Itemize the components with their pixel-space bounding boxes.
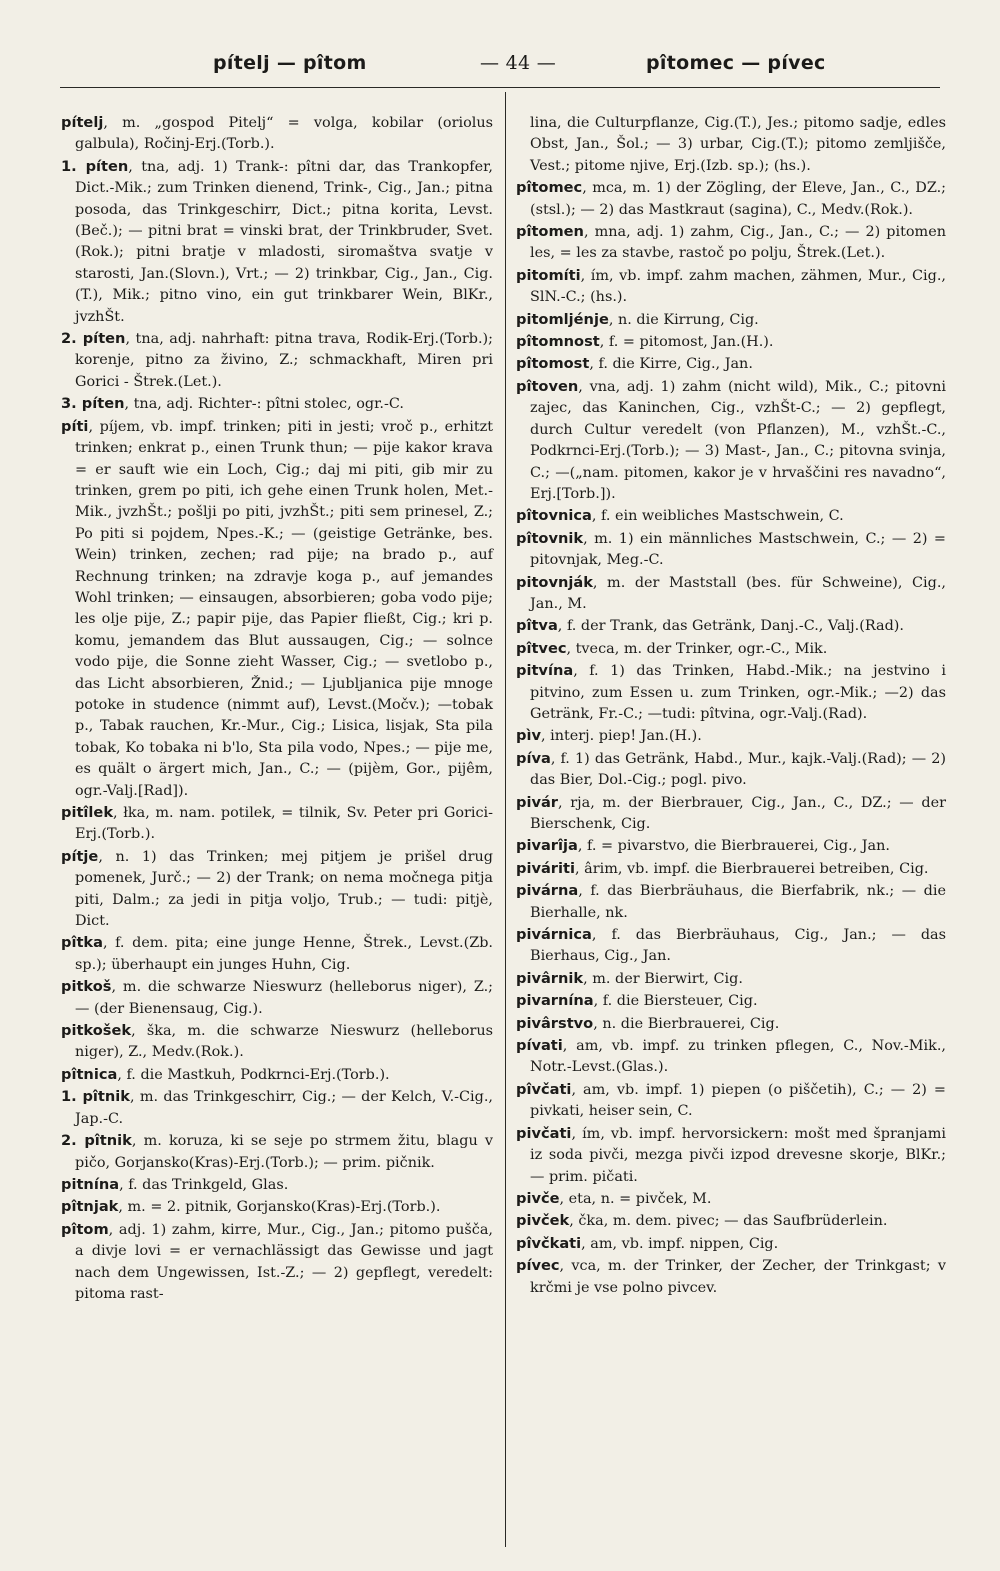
entry-headword: pîtomen	[516, 223, 584, 241]
entry-definition: , am, vb. impf. nippen, Cig.	[581, 1235, 779, 1252]
entry-definition: lina, die Culturpflanze, Cig.(T.), Jes.; pitomo sadje, edles Obst, Jan., Šol.; — 3) urbar, Cig.(T.); pitomo zemljišče, Vest.; pitome njive, Erj.(Izb. sp.); (hs.).	[530, 115, 946, 174]
entry-headword: 1. píten	[61, 157, 129, 175]
entry-definition: , eta, n. = pivček, M.	[559, 1190, 712, 1207]
dictionary-entry	[516, 221, 946, 265]
entry-definition: , vna, adj. 1) zahm (nicht wild), Mik., C.; pitovni zajec, das Kaninchen, Cig., vzhŠt-C.; — 2) gepflegt, durch Cultur veredelt (von Pflanzen), M., vzhŠt.-C., Podkrnci-Erj.(Torb.); — 3) Mast-, Jan., C.; pitovna svinja, C.; —(„nam. pitomen, kakor je v hrvaščini res navadno“, Erj.[Torb.]).	[530, 378, 946, 502]
entry-definition: , rja, m. der Bierbrauer, Cig., Jan., C., DZ.; — der Bierschenk, Cig.	[530, 794, 946, 832]
entry-headword: pítje	[61, 847, 99, 865]
entry-headword: pitomljénje	[516, 310, 609, 328]
entry-headword: pívec	[516, 1257, 560, 1275]
entry-definition: , f. das Bierbräuhaus, die Bierfabrik, nk.; — die Bierhalle, nk.	[530, 883, 946, 921]
dictionary-entry	[516, 835, 946, 857]
entry-definition: , adj. 1) zahm, kirre, Mur., Cig., Jan.; pitomo pušča, a divje lovi = er vernachlässigt das Gewisse und jagt nach dem Ungewissen, Ist.-Z.; — 2) gepflegt, veredelt: pitoma rast-	[75, 1221, 493, 1302]
entry-headword: pivárnica	[516, 926, 592, 944]
entry-headword: pivarîja	[516, 837, 578, 855]
entry-definition: , m. = 2. pitnik, Gorjansko(Kras)-Erj.(Torb.).	[118, 1199, 441, 1216]
dictionary-entry	[516, 1255, 946, 1299]
dictionary-entry	[61, 1130, 493, 1174]
entry-headword: pitnína	[61, 1175, 120, 1193]
entry-headword: pîtoven	[516, 377, 579, 395]
entry-headword: píti	[61, 417, 89, 435]
entry-headword: pivarnína	[516, 992, 594, 1010]
entry-definition: , f. das Trinkgeld, Glas.	[119, 1176, 289, 1193]
entry-definition: , f. die Biersteuer, Cig.	[593, 993, 758, 1010]
entry-definition: , tveca, m. der Trinker, ogr.-C., Mik.	[566, 640, 828, 657]
entry-definition: , píjem, vb. impf. trinken; piti in jesti; vroč p., erhitzt trinken; enkrat p., einen Trunk thun; — pije kakor krava = er sauft wie ein Loch, Cig.; daj mi piti, gib mir zu trinken, grem po piti, ich gehe einen Trunk holen, Met.-Mik., jvzhŠt.; pošlji po piti, jvzhŠt.; piti sem prinesel, Z.; Po piti si pojdem, Npes.-K.; — (geistige Getränke, bes. Wein) trinken, zechen; rad pije; na brado p., auf Rechnung trinken; na zdravje koga p., auf jemandes Wohl trinken; — einsaugen, absorbieren; goba vodo pije; les olje pije, Z.; papir pije, das Papier fließt, Cig.; kri p. komu, jemandem das Blut aussaugen, Cig.; — solnce vodo pije, die Sonne zieht Wasser, Cig.; — svetlobo p., das Licht absorbieren, Žnid.; — Ljubljanica pije mnoge potoke in studence (nimmt auf), Levst.(Močv.); —tobak p., Tabak rauchen, Kr.-Mur., Cig.; Lisica, lisjak, Sta pila tobak, Ko tobaka ni b'lo, Sta pila vodo, Npes.; — pije me, es quält o ärgert mich, Jan., C.; — (pijèm, Gor., pijêm, ogr.-Valj.[Rad]).	[75, 418, 493, 799]
page-header	[60, 52, 940, 82]
entry-headword: pîtom	[61, 1220, 109, 1238]
entry-definition: , f. die Mastkuh, Podkrnci-Erj.(Torb.).	[117, 1066, 390, 1083]
dictionary-entry	[61, 846, 493, 933]
entry-headword: pitvína	[516, 662, 574, 680]
entry-headword: pîtnjak	[61, 1198, 119, 1216]
entry-definition: , vca, m. der Trinker, der Zecher, der Trinkgast; v krčmi je vse polno pivcev.	[530, 1258, 946, 1296]
entry-headword: pîtomnost	[516, 333, 600, 351]
entry-definition: , ška, m. die schwarze Nieswurz (helleborus niger), Z., Medv.(Rok.).	[75, 1023, 493, 1061]
entry-definition: , ím, vb. impf. zahm machen, zähmen, Mur., Cig., SlN.-C.; (hs.).	[530, 267, 946, 306]
header-rule	[60, 87, 940, 88]
entry-definition: , f. 1) das Trinken, Habd.-Mik.; na jestvino i pitvino, zum Essen u. zum Trinken, ogr.-Mik.; —2) das Getränk, Fr.-C.; —tudi: pîtvina, ogr.-Valj.(Rad).	[530, 663, 946, 722]
entry-definition: , m. 1) ein männliches Mastschwein, C.; — 2) = pitovnjak, Meg.-C.	[530, 530, 946, 569]
dictionary-entry	[61, 1020, 493, 1064]
entry-headword: pivârnik	[516, 969, 584, 987]
dictionary-entry	[61, 802, 493, 846]
entry-headword: pîtka	[61, 934, 103, 952]
entry-headword: pítelj	[61, 114, 104, 131]
dictionary-entry	[61, 1064, 493, 1086]
dictionary-entry	[516, 1035, 946, 1079]
dictionary-entry	[516, 638, 946, 660]
entry-headword: pitomíti	[516, 266, 581, 284]
dictionary-entry	[516, 177, 946, 221]
dictionary-entry	[516, 1188, 946, 1210]
entry-headword: pivár	[516, 793, 559, 811]
entry-definition: , łka, m. nam. potilek, = tilnik, Sv. Peter pri Gorici-Erj.(Torb.).	[75, 805, 493, 843]
dictionary-entry	[516, 615, 946, 637]
dictionary-entry	[61, 112, 493, 156]
header-left-guide-words: pítelj — pîtom	[213, 52, 367, 74]
entry-headword: 2. píten	[61, 330, 126, 348]
entry-definition: , tna, adj. 1) Trank-: pîtni dar, das Trankopfer, Dict.-Mik.; zum Trinken dienend, Trink-, Cig., Jan.; pitna posoda, das Trinkgeschirr, Dict.; pitna korita, Levst.(Beč.); — pitni brat = vinski brat, der Trinkbruder, Svet.(Rok.); pitni bratje v mladosti, siromaštva svatje v starosti, Jan.(Slovn.), Vrt.; — 2) trinkbar, Cig., Jan., Cig.(T.), Mik.; pitno vino, ein gut trinkbarer Wein, BlKr., jvzhŠt.	[75, 158, 493, 325]
dictionary-entry	[516, 572, 946, 616]
entry-definition: , m. „gospod Pitelj“ = volga, kobilar (oriolus galbula), Ročinj-Erj.(Torb.).	[75, 115, 493, 153]
dictionary-entry	[61, 1086, 493, 1130]
dictionary-entry	[61, 1196, 493, 1218]
dictionary-entry	[61, 328, 493, 393]
entry-headword: 1. pîtnik	[61, 1088, 131, 1106]
entry-definition: , m. der Bierwirt, Cig.	[583, 970, 743, 987]
dictionary-entry	[61, 1219, 493, 1306]
page-number: — 44 —	[480, 52, 557, 74]
entry-headword: pívati	[516, 1037, 563, 1055]
dictionary-entry	[516, 990, 946, 1012]
entry-definition: , mca, m. 1) der Zögling, der Eleve, Jan., C., DZ.; (stsl.); — 2) das Mastkraut (sagina), C., Medv.(Rok.).	[530, 180, 946, 218]
dictionary-entry	[516, 924, 946, 968]
dictionary-entry	[61, 932, 493, 976]
entry-headword: piváriti	[516, 859, 575, 877]
entry-headword: pivârstvo	[516, 1014, 594, 1032]
dictionary-entry	[516, 309, 946, 331]
entry-headword: pivče	[516, 1189, 560, 1207]
entry-definition: , ârim, vb. impf. die Bierbrauerei betreiben, Cig.	[575, 860, 929, 877]
dictionary-entry	[516, 353, 946, 375]
dictionary-entry	[516, 376, 946, 505]
dictionary-entry	[516, 858, 946, 880]
entry-headword: pîvčkati	[516, 1234, 582, 1252]
entry-headword: pivčati	[516, 1124, 572, 1142]
entry-definition: , interj. piep! Jan.(H.).	[540, 728, 702, 745]
entry-definition: , n. 1) das Trinken; mej pitjem je prišel drug pomenek, Jurč.; — 2) der Trank; on nema močnega pitja piti, Dalm.; za jedi in pitja voljo, Trub.; — tudi: pitjè, Dict.	[75, 848, 493, 930]
column-divider	[505, 92, 506, 1547]
entry-definition: , n. die Bierbrauerei, Cig.	[593, 1015, 780, 1032]
entry-headword: pîtovnica	[516, 507, 592, 525]
header-right-guide-words: pîtomec — pívec	[646, 52, 826, 74]
dictionary-entry	[516, 1013, 946, 1035]
entry-headword: pitîlek	[61, 804, 114, 821]
entry-headword: pîtomec	[516, 179, 583, 197]
entry-definition: , m. die schwarze Nieswurz (helleborus niger), Z.; — (der Bienensaug, Cig.).	[75, 979, 493, 1017]
entry-definition: , am, vb. impf. zu trinken pflegen, C., Nov.-Mik., Notr.-Levst.(Glas.).	[530, 1038, 946, 1076]
entry-headword: pivček	[516, 1212, 570, 1230]
entry-headword: pîtomost	[516, 355, 590, 373]
dictionary-entry	[516, 528, 946, 572]
entry-headword: 3. píten	[61, 395, 125, 413]
entry-definition: , f. = pitomost, Jan.(H.).	[599, 334, 774, 351]
dictionary-entry	[516, 725, 946, 747]
dictionary-entry	[516, 968, 946, 990]
dictionary-entry	[516, 505, 946, 527]
entry-headword: pîtva	[516, 617, 558, 635]
entry-headword: píva	[516, 749, 551, 767]
entry-definition: , tna, adj. Richter-: pîtni stolec, ogr.-C.	[124, 396, 404, 413]
dictionary-entry	[516, 1123, 946, 1188]
dictionary-entry	[516, 112, 946, 177]
entry-definition: , tna, adj. nahrhaft: pitna trava, Rodik-Erj.(Torb.); korenje, pitno za živino, Z.; schmackhaft, Miren pri Gorici - Štrek.(Let.).	[75, 331, 493, 390]
entry-definition: , f. = pivarstvo, die Bierbrauerei, Cig., Jan.	[577, 838, 890, 855]
dictionary-entry	[516, 1210, 946, 1232]
entry-definition: , ím, vb. impf. hervorsickern: mošt med špranjami iz soda pivči, mezga pivči izpod drevesne skorje, BlKr.; — prim. pičati.	[530, 1125, 946, 1185]
dictionary-entry	[61, 416, 493, 802]
entry-headword: 2. pîtnik	[61, 1132, 132, 1150]
entry-definition: , f. der Trank, das Getränk, Danj.-C., Valj.(Rad).	[557, 618, 904, 635]
entry-definition: , f. das Bierbräuhaus, Cig., Jan.; — das Bierhaus, Cig., Jan.	[530, 927, 946, 965]
entry-headword: pitovnják	[516, 573, 593, 591]
entry-definition: , f. ein weibliches Mastschwein, C.	[591, 508, 844, 525]
entry-definition: , mna, adj. 1) zahm, Cig., Jan., C.; — 2) pitomen les, = les za stavbe, rastoč po polju, Štrek.(Let.).	[530, 224, 946, 262]
entry-definition: , n. die Kirrung, Cig.	[608, 311, 759, 328]
entry-headword: pìv	[516, 727, 541, 745]
entry-definition: , m. der Maststall (bes. für Schweine), Cig., Jan., M.	[530, 574, 946, 612]
dictionary-entry	[516, 660, 946, 725]
left-column	[61, 112, 493, 1305]
entry-headword: pitkošek	[61, 1022, 132, 1040]
dictionary-entry	[516, 1079, 946, 1123]
entry-definition: , f. 1) das Getränk, Habd., Mur., kajk.-Valj.(Rad); — 2) das Bier, Dol.-Cig.; pogl. pivo.	[530, 750, 946, 789]
dictionary-entry	[516, 265, 946, 309]
entry-headword: pîvčati	[516, 1080, 572, 1098]
right-column	[516, 112, 946, 1299]
entry-definition: , m. das Trinkgeschirr, Cig.; — der Kelch, V.-Cig., Jap.-C.	[75, 1089, 493, 1127]
dictionary-entry	[516, 792, 946, 836]
dictionary-entry	[61, 976, 493, 1020]
entry-definition: , m. koruza, ki se seje po strmem žitu, blagu v pičo, Gorjansko(Kras)-Erj.(Torb.); — prim. pičnik.	[75, 1133, 493, 1171]
dictionary-entry	[61, 393, 493, 415]
dictionary-entry	[516, 1233, 946, 1255]
entry-headword: pitkoš	[61, 978, 112, 996]
entry-headword: pivárna	[516, 882, 579, 900]
entry-definition: , f. dem. pita; eine junge Henne, Štrek., Levst.(Zb. sp.); überhaupt ein junges Huhn, Cig.	[75, 935, 493, 973]
dictionary-entry	[61, 156, 493, 328]
dictionary-entry	[61, 1174, 493, 1196]
entry-definition: , am, vb. impf. 1) piepen (o piščetih), C.; — 2) = pivkati, heiser sein, C.	[530, 1081, 946, 1120]
dictionary-entry	[516, 748, 946, 792]
dictionary-entry	[516, 331, 946, 353]
entry-definition: , čka, m. dem. pivec; — das Saufbrüderlein.	[569, 1213, 888, 1230]
entry-headword: pîtovnik	[516, 529, 584, 547]
entry-headword: pîtvec	[516, 639, 567, 657]
entry-definition: , f. die Kirre, Cig., Jan.	[589, 356, 753, 373]
dictionary-entry	[516, 880, 946, 924]
entry-headword: pîtnica	[61, 1065, 118, 1083]
